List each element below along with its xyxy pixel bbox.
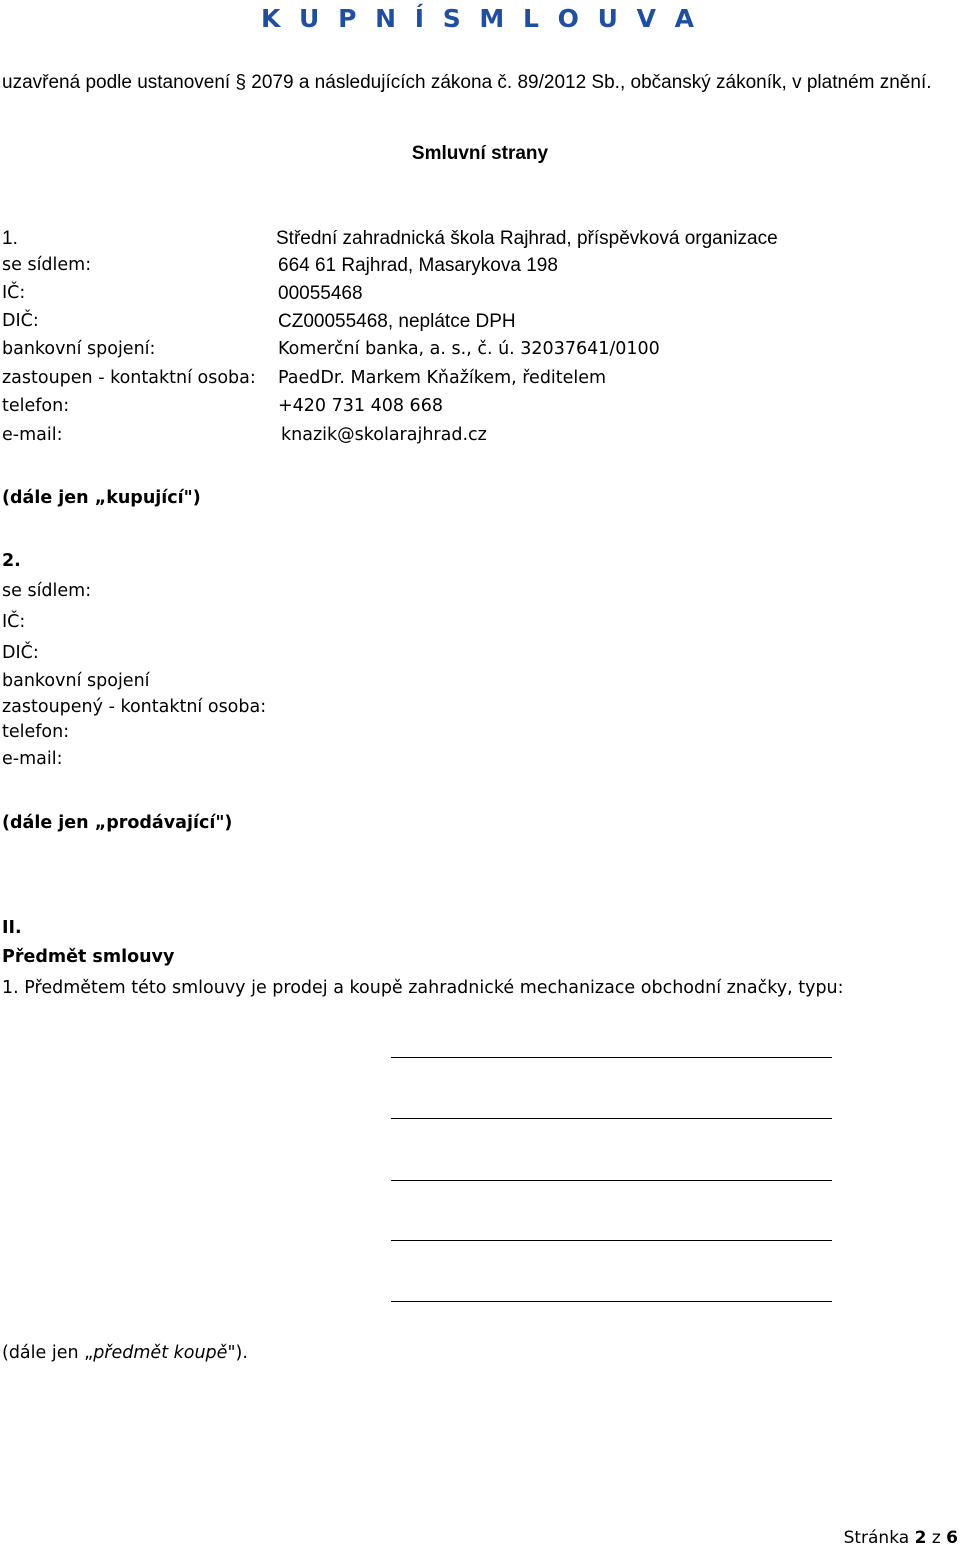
- party2-dic-label: DIČ:: [2, 643, 39, 663]
- party2-role: (dále jen „prodávající"): [2, 813, 233, 833]
- section2-heading: Předmět smlouvy: [2, 947, 175, 967]
- party2-bank-label: bankovní spojení: [2, 671, 150, 691]
- closing-prefix: (dále jen „: [2, 1343, 94, 1363]
- party1-number: 1.: [2, 228, 18, 249]
- party1-ic-label: IČ:: [2, 283, 26, 303]
- party1-bank-value: Komerční banka, a. s., č. ú. 32037641/0100: [278, 339, 660, 359]
- party1-seat-value: 664 61 Rajhrad, Masarykova 198: [278, 255, 558, 276]
- party1-role: (dále jen „kupující"): [2, 488, 201, 508]
- party1-email-label: e-mail:: [2, 425, 63, 445]
- footer-total: 6: [946, 1528, 958, 1548]
- party1-dic-value: CZ00055468, neplátce DPH: [278, 311, 516, 332]
- section2-clause: 1. Předmětem této smlouvy je prodej a koupě zahradnické mechanizace obchodní značky, typu:: [2, 978, 844, 998]
- section2-number: II.: [2, 918, 22, 938]
- intro-text: uzavřená podle ustanovení § 2079 a následujících zákona č. 89/2012 Sb., občanský zákoník, v platném znění.: [2, 72, 932, 93]
- footer-page: 2: [914, 1528, 927, 1548]
- party2-ic-label: IČ:: [2, 612, 26, 632]
- fill-in-line[interactable]: [391, 1301, 832, 1302]
- document-title: K U P N Í S M L O U V A: [260, 4, 700, 33]
- closing-suffix: ").: [227, 1343, 248, 1363]
- party2-representative-label: zastoupený - kontaktní osoba:: [2, 697, 267, 717]
- party1-ic-value: 00055468: [278, 283, 363, 304]
- fill-in-line[interactable]: [391, 1057, 832, 1058]
- party1-representative-value: PaedDr. Markem Kňažíkem, ředitelem: [278, 368, 607, 388]
- party1-name: Střední zahradnická škola Rajhrad, příspěvková organizace: [276, 228, 778, 249]
- page-footer: [844, 1530, 958, 1547]
- party1-email-value: knazik@skolarajhrad.cz: [281, 425, 487, 445]
- party2-email-label: e-mail:: [2, 749, 63, 769]
- party1-representative-label: zastoupen - kontaktní osoba:: [2, 368, 256, 388]
- party2-seat-label: se sídlem:: [2, 581, 92, 601]
- party1-bank-label: bankovní spojení:: [2, 339, 156, 359]
- fill-in-line[interactable]: [391, 1118, 832, 1119]
- section-heading: Smluvní strany: [411, 143, 549, 164]
- fill-in-line[interactable]: [391, 1180, 832, 1181]
- footer-prefix: Stránka: [843, 1528, 915, 1548]
- party1-seat-label: se sídlem:: [2, 255, 92, 275]
- party1-dic-label: DIČ:: [2, 311, 39, 331]
- party1-phone-label: telefon:: [2, 396, 70, 416]
- fill-in-line[interactable]: [391, 1240, 832, 1241]
- party2-phone-label: telefon:: [2, 722, 70, 742]
- footer-middle: z: [926, 1528, 947, 1548]
- section2-closing: [2, 1345, 248, 1363]
- party1-phone-value: +420 731 408 668: [278, 396, 443, 416]
- closing-italic: předmět koupě: [93, 1343, 228, 1363]
- party2-number: 2.: [2, 551, 21, 571]
